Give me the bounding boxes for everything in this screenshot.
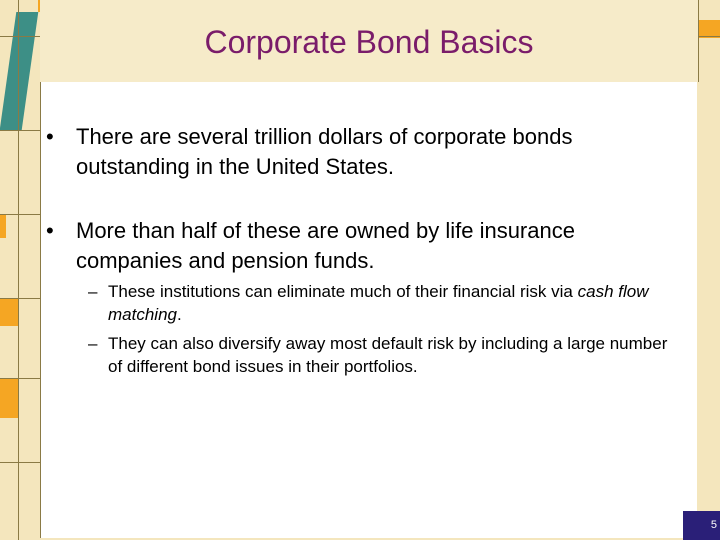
sub-bullet-text: They can also diversify away most default risk by including a large number of different bond issues in their portfolios. xyxy=(108,334,668,376)
decor-orange-block-low xyxy=(0,378,18,418)
bullet-marker: • xyxy=(46,124,54,149)
bullet-text: More than half of these are owned by life insurance companies and pension funds. xyxy=(76,218,575,273)
decor-orange-block-mid xyxy=(0,298,18,326)
decor-line xyxy=(0,214,40,215)
decor-line xyxy=(0,378,40,379)
page-number-box xyxy=(683,511,720,540)
sub-bullet-text: These institutions can eliminate much of their financial risk via xyxy=(108,282,578,301)
decor-orange-block-top xyxy=(0,214,6,238)
slide-title: Corporate Bond Basics xyxy=(204,24,534,60)
page-number: 5 xyxy=(710,519,717,531)
sub-bullet-text-end: . xyxy=(176,305,182,324)
decor-line xyxy=(0,130,40,131)
sub-bullet-marker: – xyxy=(88,334,98,353)
decor-line xyxy=(0,462,40,463)
sub-bullet-item xyxy=(88,280,668,326)
bullet-text: There are several trillion dollars of corporate bonds outstanding in the United States. xyxy=(76,124,573,179)
bullet-item xyxy=(46,216,676,276)
sub-bullet-emphasis: cash flow matching xyxy=(108,282,649,324)
decor-line xyxy=(698,0,699,82)
decor-line xyxy=(0,298,40,299)
decor-line xyxy=(18,0,19,540)
bullet-marker: • xyxy=(46,218,54,243)
sub-bullet-marker: – xyxy=(88,282,98,301)
bullet-item xyxy=(46,122,676,182)
sub-bullet-item xyxy=(88,332,668,378)
